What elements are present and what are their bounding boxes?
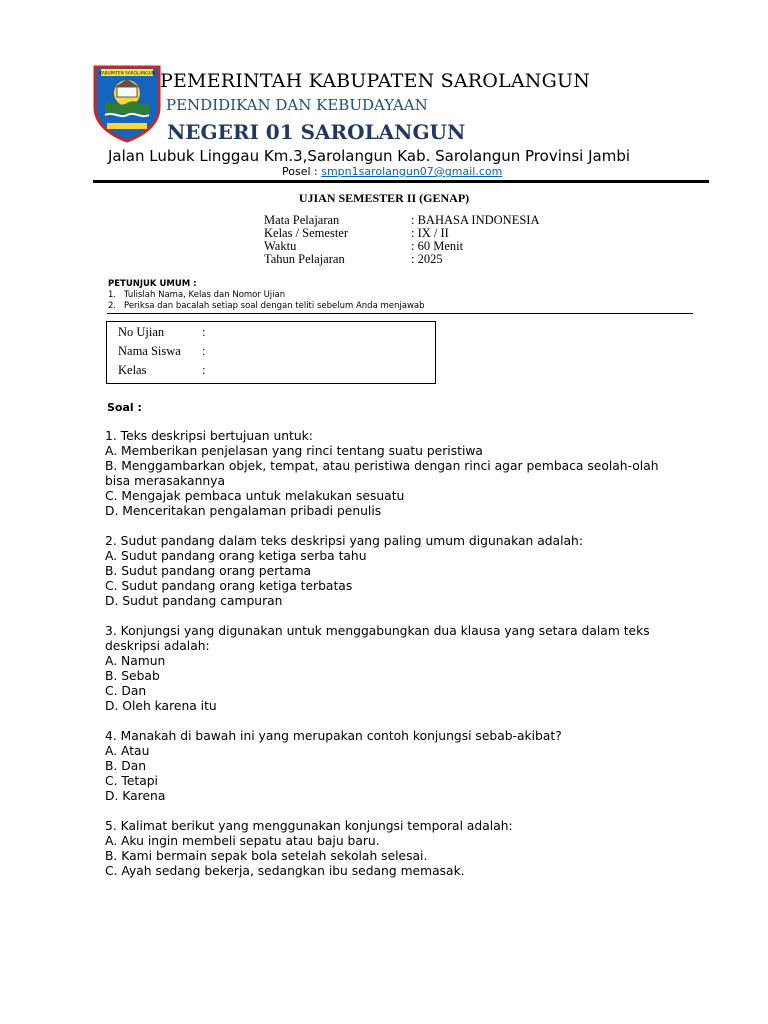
instruction-number: 2. [108,301,117,311]
identity-label: Kelas [118,363,147,377]
question-line: C. Tetapi [105,774,158,788]
info-label: Tahun Pelajaran [264,252,345,266]
question-line: B. Sebab [105,669,160,683]
header-divider [93,180,709,183]
instruction-text: Tulislah Nama, Kelas dan Nomor Ujian [124,290,286,300]
info-value: : 60 Menit [411,239,464,253]
question-line: C. Mengajak pembaca untuk melakukan sesuatu [105,489,405,503]
question-block [105,819,705,879]
question-line: A. Atau [105,744,150,758]
exam-info-table [264,214,539,266]
identity-row [118,344,205,359]
general-instructions [108,279,425,312]
info-value: : 2025 [411,252,443,266]
instruction-item [108,301,425,312]
identity-label: No Ujian [118,325,165,339]
info-value: : BAHASA INDONESIA [411,213,540,227]
identity-row [118,325,205,340]
question-line: C. Ayah sedang bekerja, sedangkan ibu sedang memasak. [105,864,465,878]
posel-line [282,165,502,178]
student-identity-box [106,321,436,384]
instruction-number: 1. [108,290,117,300]
question-text: 4. Manakah di bawah ini yang merupakan contoh konjungsi sebab-akibat? [105,729,562,743]
question-line: B. Menggambarkan objek, tempat, atau peristiwa dengan rinci agar pembaca seolah-olah [105,459,659,473]
question-line: B. Sudut pandang orang pertama [105,564,312,578]
question-line: C. Dan [105,684,147,698]
identity-row [118,363,205,378]
question-line: D. Sudut pandang campuran [105,594,283,608]
question-text: 3. Konjungsi yang digunakan untuk menggabungkan dua klausa yang setara dalam teks [105,624,650,638]
instructions-divider [107,313,693,314]
instruction-text: Periksa dan bacalah setiap soal dengan teliti sebelum Anda menjawab [124,301,425,311]
info-label: Waktu [264,239,297,253]
info-value: : IX / II [411,226,449,240]
question-line: bisa merasakannya [105,474,225,488]
info-label: Mata Pelajaran [264,213,340,227]
posel-label: Posel : [282,165,318,178]
info-label: Kelas / Semester [264,226,349,240]
header-government-title: PEMERINTAH KABUPATEN SAROLANGUN [160,70,591,92]
instructions-title: PETUNJUK UMUM : [108,279,197,289]
question-line: D. Menceritakan pengalaman pribadi penulis [105,504,382,518]
question-line: A. Memberikan penjelasan yang rinci tentang suatu peristiwa [105,444,483,458]
question-line: D. Karena [105,789,166,803]
posel-email-link[interactable]: smpn1sarolangun07@gmail.com [321,165,503,178]
question-line: D. Oleh karena itu [105,699,217,713]
question-block [105,624,705,714]
info-row [264,253,539,266]
question-line: deskripsi adalah: [105,639,210,653]
instruction-item [108,290,425,301]
question-line: C. Sudut pandang orang ketiga terbatas [105,579,353,593]
logo-banner-text: KABUPATEN SAROLANGUN [99,70,155,76]
question-block [105,729,705,804]
identity-colon: : [202,325,206,339]
question-list [105,429,705,894]
identity-colon: : [202,344,206,358]
question-block [105,429,705,519]
header-school-name: NEGERI 01 SAROLANGUN [167,120,466,144]
exam-title: UJIAN SEMESTER II (GENAP) [298,191,470,205]
regency-emblem-logo [91,63,163,143]
question-line: A. Namun [105,654,166,668]
identity-label: Nama Siswa [118,344,181,358]
question-block [105,534,705,609]
question-text: 5. Kalimat berikut yang menggunakan konjungsi temporal adalah: [105,819,513,833]
identity-colon: : [202,363,206,377]
soal-heading: Soal : [107,401,142,414]
school-address: Jalan Lubuk Linggau Km.3,Sarolangun Kab. Sarolangun Provinsi Jambi [108,147,631,165]
question-text: 2. Sudut pandang dalam teks deskripsi yang paling umum digunakan adalah: [105,534,583,548]
header-department-title: PENDIDIKAN DAN KEBUDAYAAN [166,96,428,114]
question-text: 1. Teks deskripsi bertujuan untuk: [105,429,313,443]
question-line: A. Sudut pandang orang ketiga serba tahu [105,549,367,563]
question-line: B. Dan [105,759,147,773]
question-line: B. Kami bermain sepak bola setelah sekolah selesai. [105,849,428,863]
question-line: A. Aku ingin membeli sepatu atau baju baru. [105,834,380,848]
info-row [264,227,539,240]
